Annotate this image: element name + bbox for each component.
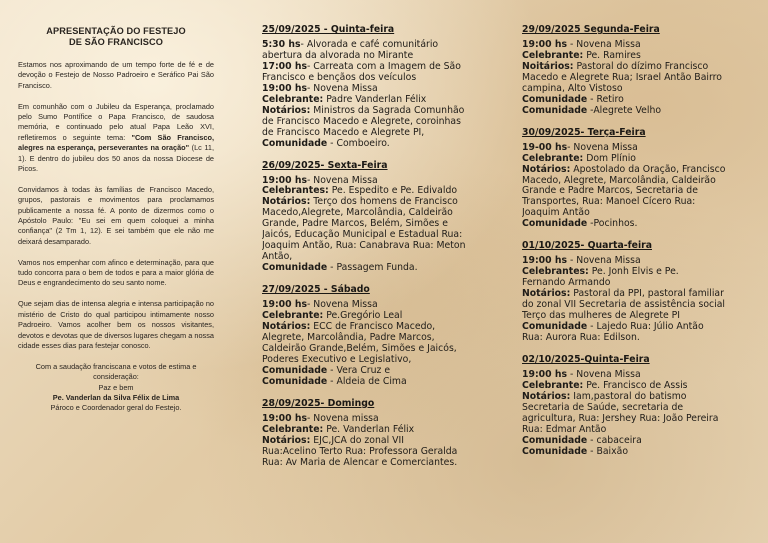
event-2509	[262, 24, 512, 150]
event-text: - Novena missa	[306, 412, 379, 424]
event-line	[522, 165, 762, 176]
event-text: - Novena Missa	[566, 39, 641, 50]
event-text: Ministros da Sagrada Comunhão	[310, 104, 465, 116]
event-label: Comunidade	[522, 93, 588, 105]
event-line: Rua: Aurora Rua: Edilson.	[522, 331, 640, 343]
event-text: -Pocinhos.	[587, 218, 638, 230]
event-text: - Novena Missa	[306, 299, 378, 311]
event-text: - Novena Missa	[567, 141, 638, 153]
event-text: Apostolado da Oração, Francisco	[570, 163, 726, 175]
event-time: 17:00 hs	[262, 60, 307, 72]
event-time: 5:30 hs	[262, 39, 301, 50]
event-text: Terço dos homens de Francisco	[310, 196, 458, 208]
event-line: Jaicós, Educação Municipal e Estadual Rua:	[262, 229, 463, 241]
event-text: - Passagem Funda.	[327, 262, 418, 274]
event-date-heading: 28/09/2025- Domingo	[262, 397, 375, 409]
event-text: ECC de Francisco Macedo,	[310, 321, 436, 333]
event-text: Padre Vanderlan Félix	[323, 93, 427, 105]
event-label: Celebrante:	[522, 49, 584, 61]
event-date-heading: 26/09/2025- Sexta-Feira	[262, 159, 388, 171]
event-label: Comunidade	[522, 434, 588, 446]
event-label: Celebrante:	[522, 152, 584, 164]
intro-paragraph-2	[18, 102, 214, 175]
event-time: 19:00 hs	[522, 39, 567, 50]
event-text: - Aldeia de Cima	[327, 375, 407, 387]
event-label: Notários:	[262, 196, 311, 208]
event-line: Joaquim Antão, Rua: Canabrava Rua: Meton	[262, 240, 466, 252]
event-label: Celebrantes:	[522, 266, 589, 278]
event-line: Antão,	[262, 251, 293, 263]
event-label: Celebrantes:	[262, 185, 329, 197]
event-label: Comunidade	[522, 445, 588, 457]
intro-paragraph-2-text-a: Em comunhão com o Jubileu da Esperança, proclamado pelo Sumo Pontífice o Papa Francisco, de saudosa memória, e continuado pelo atual Papa Leão XVI, refletiremos o seguinte tema:	[18, 101, 214, 142]
event-line: Rua: Edmar Antão	[522, 423, 607, 435]
event-date-heading: 02/10/2025-Quinta-Feira	[522, 353, 650, 365]
event-line: campina, Alto Vistoso	[522, 82, 623, 94]
event-text: - Novena Missa	[306, 82, 378, 94]
event-line: Caldeirão Grande,Belém, Simões e Jaicós,	[262, 342, 457, 354]
event-line	[262, 436, 512, 447]
event-date-heading: 01/10/2025- Quarta-feira	[522, 240, 652, 252]
event-text: Pe. Francisco de Assis	[583, 379, 688, 391]
event-line	[262, 263, 512, 274]
event-line	[522, 106, 762, 117]
event-label: Celebrante:	[262, 93, 324, 105]
event-label: Comunidade	[522, 104, 588, 116]
event-label: Notários:	[522, 163, 571, 175]
event-line: abertura da alvorada no Mirante	[262, 49, 414, 61]
event-label: Notários:	[262, 104, 311, 116]
event-2609	[262, 160, 512, 275]
intro-paragraph-4: Vamos nos empenhar com afinco e determinação, para que tudo concorra para o bem de todos e para a maior glória de Deus e engrandecimento do seu santo nome.	[18, 257, 214, 288]
event-line: Fernando Armando	[522, 277, 611, 289]
event-label: Noitários:	[522, 60, 574, 72]
event-time: 19:00 hs	[262, 412, 307, 424]
event-text: Pe. Vanderlan Félix	[323, 423, 415, 435]
event-text: - Vera Cruz e	[327, 364, 391, 376]
event-line	[262, 139, 512, 150]
event-date-heading: 29/09/2025 Segunda-Feira	[522, 24, 660, 35]
event-line: Francisco e bençãos dos veículos	[262, 71, 417, 83]
event-text: - Retiro	[587, 93, 624, 105]
event-label: Notários:	[522, 390, 571, 402]
event-text: Iam,pastoral do batismo	[570, 390, 687, 402]
event-line: Secretaria de Saúde, secretaria de	[522, 401, 684, 413]
event-text: Dom Plínio	[583, 152, 636, 164]
event-label: Notários:	[262, 321, 311, 333]
event-2909	[522, 24, 762, 117]
event-label: Comunidade	[262, 137, 328, 149]
intro-paragraph-5: Que sejam dias de intensa alegria e intensa participação no mistério de Cristo do qual participou intimamente nosso Padroeiro. Vamos acolher bem os nossos visitantes, devotos e devotas que de diversos lugares chegam a nossa cidade esses dias para festejar conosco.	[18, 299, 214, 350]
presentation-title	[18, 26, 214, 48]
presentation-title-line-1: APRESENTAÇÃO DO FESTEJO	[46, 26, 186, 36]
event-line: agricultura, Rua: Jershey Rua: João Pereira	[522, 412, 719, 424]
event-text: -Alegrete Velho	[587, 104, 662, 116]
event-time: 19:00 hs	[522, 255, 567, 267]
event-line: Terço das mulheres de Alegrete PI	[522, 310, 681, 322]
event-label: Comunidade	[262, 364, 328, 376]
intro-theme-quote: "Com São Francisco, alegres na esperança, perseverantes na oração"	[18, 132, 214, 153]
presentation-title-line-2: DE SÃO FRANCISCO	[69, 37, 163, 47]
closing-greeting: Com a saudação franciscana e votos de estima e consideração:	[35, 361, 197, 382]
event-time: 19-00 hs	[522, 141, 568, 153]
event-label: Celebrante:	[262, 423, 324, 435]
event-0110	[522, 240, 762, 344]
event-text: - Alvorada e café comunitário	[300, 39, 439, 50]
intro-paragraph-3: Convidamos à todas às famílias de Francisco Macedo, grupos, pastorais e movimentos para proclamamos publicamente a nossa fé. A ponto de dizermos como o Apóstolo Paulo: "Eu sei em quem coloquei a minha confiança" (2 Tm 1, 12). E sei também que ele não me deixará desamparado.	[18, 184, 214, 246]
event-text: - Carreata com a Imagem de São	[306, 60, 461, 72]
event-line: Grande e Padre Marcos, Secretaria de	[522, 185, 698, 197]
event-text: - Comboeiro.	[327, 137, 390, 149]
event-text: Pe. Jonh Elvis e Pe.	[588, 266, 679, 278]
event-label: Comunidade	[522, 218, 588, 230]
event-label: Comunidade	[522, 321, 588, 333]
event-line: Joaquim Antão	[522, 207, 590, 219]
event-line: do zonal VII Secretaria de assistência social	[522, 299, 726, 311]
event-label: Comunidade	[262, 375, 328, 387]
event-label: Comunidade	[262, 262, 328, 274]
event-text: - Baixão	[587, 445, 629, 457]
event-line: Poderes Executivo e Legislativo,	[262, 353, 412, 365]
event-label: Notários:	[262, 434, 311, 446]
event-label: Celebrante:	[522, 379, 584, 391]
event-date-heading: 27/09/2025 - Sábado	[262, 284, 370, 296]
event-2809	[262, 398, 512, 469]
event-0210	[522, 354, 762, 458]
event-line: de Francisco Macedo e Alegrete PI,	[262, 126, 425, 138]
event-line: de Francisco Macedo e Alegrete, coroinhas	[262, 115, 461, 127]
signature-role: Pároco e Coordenador geral do Festejo.	[50, 403, 182, 413]
intro-paragraph-1: Estamos nos aproximando de um tempo forte de fé e de devoção o Festejo de Nosso Padroeiro e Seráfico Pai São Francisco.	[18, 60, 214, 90]
event-line	[522, 219, 762, 230]
event-line: Alegrete, Marcolândia, Padre Marcos,	[262, 331, 435, 343]
event-text: Pastoral do dízimo Francisco	[573, 60, 709, 72]
event-text: - Lajedo Rua: Júlio Antão	[587, 321, 704, 333]
event-line: Macedo, Alegrete, Marcolândia, Caldeirão	[522, 174, 716, 186]
presentation-column	[0, 0, 228, 543]
event-line: Macedo e Alegrete Rua; Israel Antão Bairro	[522, 71, 722, 83]
event-label: Notários:	[522, 288, 571, 300]
schedule-column-2	[522, 0, 762, 543]
event-text: Pastoral da PPI, pastoral familiar	[570, 288, 724, 300]
event-line: Macedo,Alegrete, Marcolândia, Caldeirão	[262, 207, 453, 219]
event-label: Celebrante:	[262, 310, 324, 322]
event-line: Transportes, Rua: Manoel Cícero Rua:	[522, 196, 696, 208]
event-line	[522, 447, 762, 458]
event-line	[262, 377, 512, 388]
event-time: 19:00 hs	[522, 368, 567, 380]
event-time: 19:00 hs	[262, 299, 307, 311]
closing-block	[18, 362, 214, 414]
intro-paragraph-2-text-b: (Lc 11, 1). E dentro do jubileu dos 50 anos da nossa Diocese de Picos.	[18, 143, 214, 174]
closing-peace: Paz e bem	[98, 382, 134, 392]
event-line: Grande, Padre Marcos, Belém, Simões e	[262, 218, 448, 230]
event-text: - Novena Missa	[306, 174, 378, 186]
event-text: Pe.Gregório Leal	[323, 310, 403, 322]
event-text: Pe. Ramires	[583, 49, 641, 61]
event-text: - Novena Missa	[566, 368, 641, 380]
event-2709	[262, 284, 512, 388]
event-text: - cabaceira	[587, 434, 642, 446]
signature-name-text: Pe. Vanderlan da Silva Félix de Lima	[52, 392, 180, 402]
schedule-column-1	[262, 0, 512, 543]
event-date-heading: 30/09/2025- Terça-Feira	[522, 126, 646, 138]
signature-name	[18, 393, 214, 403]
event-text: EJC,JCA do zonal VII	[310, 434, 404, 446]
event-3009	[522, 127, 762, 231]
event-time: 19:00 hs	[262, 174, 307, 186]
event-line: Rua:Acelino Terto Rua: Professora Geralda	[262, 445, 458, 457]
event-text: Pe. Espedito e Pe. Edivaldo	[328, 185, 458, 197]
event-text: - Novena Missa	[566, 255, 641, 267]
event-line: Rua: Av Maria de Alencar e Comerciantes.	[262, 456, 458, 468]
event-time: 19:00 hs	[262, 82, 307, 94]
event-date-heading: 25/09/2025 - Quinta-feira	[262, 24, 395, 35]
